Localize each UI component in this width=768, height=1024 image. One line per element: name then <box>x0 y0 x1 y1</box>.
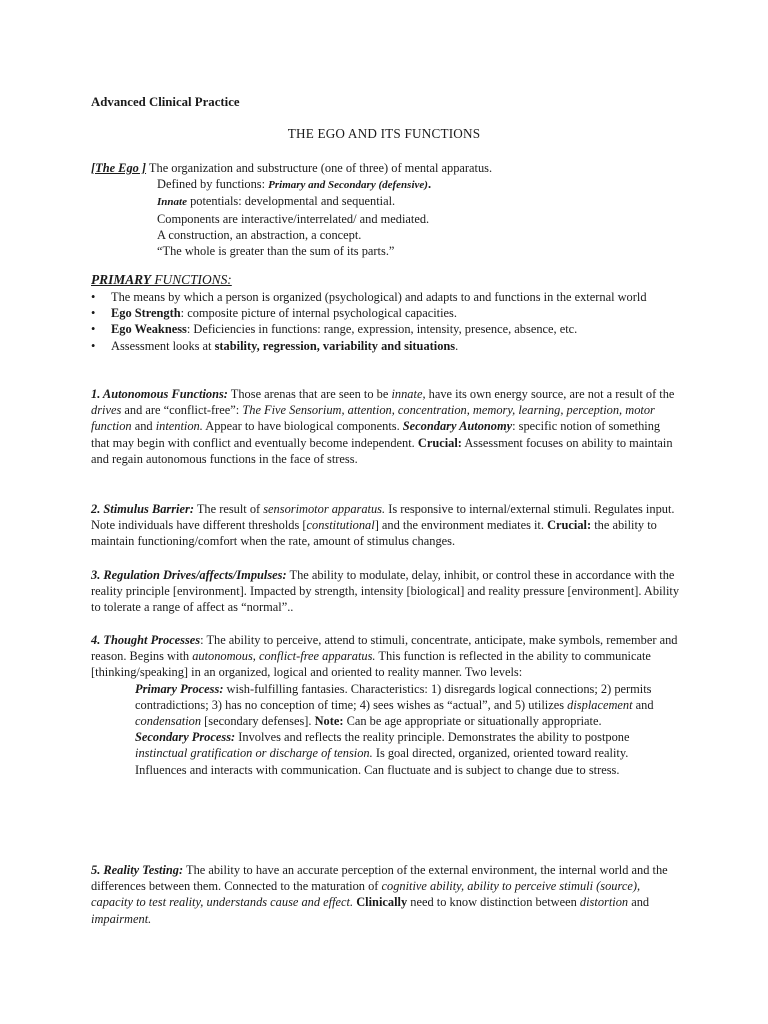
document-title: THE EGO AND ITS FUNCTIONS <box>287 126 481 141</box>
bullet-icon: • <box>91 290 96 304</box>
s4-t2: This function is reflected in the ability to communicate [thinking/speaking] in an organized, logical and oriented to reality manner. Two levels: <box>91 649 651 680</box>
course-title: Advanced Clinical Practice <box>91 95 240 109</box>
ego-line-1-text: The organization and substructure (one of three) of mental apparatus. <box>146 161 493 175</box>
bullet-1-text: The means by which a person is organized (psychological) and adapts to and functions in the external world <box>111 290 647 304</box>
section-2-heading: 2. Stimulus Barrier: <box>91 502 194 516</box>
ego-line-2-prefix: Defined by functions: <box>157 177 269 192</box>
s1-i2: drives <box>91 403 122 418</box>
s1-t5: Appear to have biological components. <box>202 419 403 434</box>
ego-line-3 <box>91 193 681 210</box>
s4-t1: : The ability to perceive, attend to stimuli, concentrate, anticipate, make symbols, remember and reason. Begins with <box>91 633 678 664</box>
primary-functions-heading <box>91 272 681 288</box>
bullet-2-text: : composite picture of internal psychological capacities. <box>180 306 457 321</box>
bullet-3-text: : Deficiencies in functions: range, expression, intensity, presence, absence, etc. <box>186 322 578 337</box>
s2-t1: The result of <box>193 502 264 516</box>
s2-t3: ] and the environment mediates it. <box>374 518 548 533</box>
s2-crucial: Crucial: <box>547 518 592 533</box>
primary-heading-a: PRIMARY <box>91 272 152 287</box>
ego-line-6: “The whole is greater than the sum of its parts.” <box>157 244 395 259</box>
bullet-4-bold: stability, regression, variability and situations <box>214 338 456 353</box>
s5-t4: and <box>628 895 650 910</box>
pp-t4: Can be age appropriate or situationally appropriate. <box>343 714 602 729</box>
s2-i2: constitutional <box>306 518 375 533</box>
pp-t2: and <box>632 697 654 712</box>
s1-t4: and <box>131 419 156 434</box>
pp-t1: wish-fulfilling fantasies. Characteristics: 1) disregards logical connections; 2) permits contradictions; 3) has no conception of time; 4) sees wishes as “actual”, and 5) utilizes <box>135 681 652 712</box>
s1-t3: and are “conflict-free”: <box>121 403 243 418</box>
ego-line-5: A construction, an abstraction, a concept. <box>157 227 362 242</box>
bullet-icon: • <box>91 322 96 337</box>
pp-i2: condensation <box>135 714 202 729</box>
s5-t3: need to know distinction between <box>407 895 580 910</box>
bullet-4-pre: Assessment looks at <box>111 338 215 353</box>
section-5-heading: 5. Reality Testing: <box>91 863 184 877</box>
ego-line-2-bold: Primary and Secondary (defensive) <box>268 179 428 192</box>
bullet-icon: • <box>91 338 96 353</box>
pp-note: Note: <box>314 714 344 729</box>
s5-i1: cognitive ability, ability to perceive stimuli (source), capacity to test reality, understands cause and effect. <box>91 879 641 910</box>
s4-i1: autonomous, conflict-free apparatus. <box>192 649 376 664</box>
s1-t6: : specific notion of something that may begin with conflict and eventually become independent. <box>91 419 661 450</box>
ego-tag: [The Ego ] <box>91 161 147 175</box>
section-3-heading: 3. Regulation Drives/affects/Impulses: <box>91 568 287 582</box>
primary-heading-b: FUNCTIONS: <box>151 272 232 287</box>
s1-secondary-autonomy: Secondary Autonomy <box>402 419 513 434</box>
ego-line-2-suffix: . <box>427 177 432 192</box>
ego-line-1 <box>91 160 681 176</box>
pp-t3: [secondary defenses]. <box>201 714 315 729</box>
bullet-4-post: . <box>455 338 459 353</box>
list-item <box>91 338 681 354</box>
bullet-2-bold: Ego Strength <box>111 306 181 321</box>
s5-t1: The ability to have an accurate perception of the external environment, the internal world and the differences between them. Connected to the maturation of <box>91 863 668 894</box>
section-regulation-drives <box>91 567 681 616</box>
s5-i3: distortion <box>579 895 629 910</box>
s2-t4: the ability to maintain functioning/comfort when the rate, amount of stimulus changes. <box>91 518 657 549</box>
s1-t7: Assessment focuses on ability to maintain and regain autonomous functions in the face of stress. <box>91 435 673 466</box>
ego-line-4: Components are interactive/interrelated/ and mediated. <box>157 211 430 226</box>
sp-t2: Is goal directed, organized, oriented toward reality. Influences and interacts with communication. Can fluctuate and is subject to change due to stress. <box>135 746 629 777</box>
s3-t1: The ability to modulate, delay, inhibit, or control these in accordance with the reality principle [environment]. Impacted by strength, intensity [biological] and reality pressure [environment]. Ability to tolerate a range of affect as “normal”.. <box>91 568 680 615</box>
section-stimulus-barrier <box>91 501 681 550</box>
s5-clinically: Clinically <box>356 895 408 910</box>
pp-i1: displacement <box>567 697 633 712</box>
ego-line-3-rest: potentials: developmental and sequential. <box>186 194 396 209</box>
s2-t2: Is responsive to internal/external stimuli. Regulates input. Note individuals have different thresholds [ <box>91 502 675 533</box>
s1-i1: innate, <box>391 387 426 401</box>
list-item <box>91 321 681 337</box>
secondary-process <box>91 729 681 778</box>
list-item <box>91 289 681 305</box>
ego-line-2 <box>91 176 681 193</box>
s5-i4: impairment. <box>91 911 152 926</box>
section-autonomous-functions <box>91 386 681 467</box>
secondary-process-heading: Secondary Process: <box>135 730 236 745</box>
ego-definition <box>91 160 681 259</box>
bullet-3-bold: Ego Weakness <box>111 322 187 337</box>
sp-t1: Involves and reflects the reality principle. Demonstrates the ability to postpone <box>235 730 630 745</box>
primary-process <box>91 681 681 730</box>
s1-t1: Those arenas that are seen to be <box>227 387 392 401</box>
primary-bullets <box>91 289 681 354</box>
section-4-heading: 4. Thought Processes <box>91 633 201 647</box>
ego-line-3-bold: Innate <box>157 196 187 209</box>
bullet-icon: • <box>91 306 96 321</box>
section-1-heading: 1. Autonomous Functions: <box>91 387 228 401</box>
sp-i1: instinctual gratification or discharge of tension. <box>135 746 373 761</box>
s2-i1: sensorimotor apparatus. <box>263 502 386 516</box>
list-item <box>91 305 681 321</box>
section-thought-processes <box>91 632 681 778</box>
s1-i3: The Five Sensorium, attention, concentration, memory, learning, perception, motor function <box>91 403 655 434</box>
primary-process-heading: Primary Process: <box>135 681 224 696</box>
s1-crucial: Crucial: <box>417 435 462 450</box>
s1-t2: have its own energy source, are not a result of the <box>425 387 675 401</box>
section-reality-testing <box>91 862 681 927</box>
s1-i4: intention. <box>155 419 203 434</box>
